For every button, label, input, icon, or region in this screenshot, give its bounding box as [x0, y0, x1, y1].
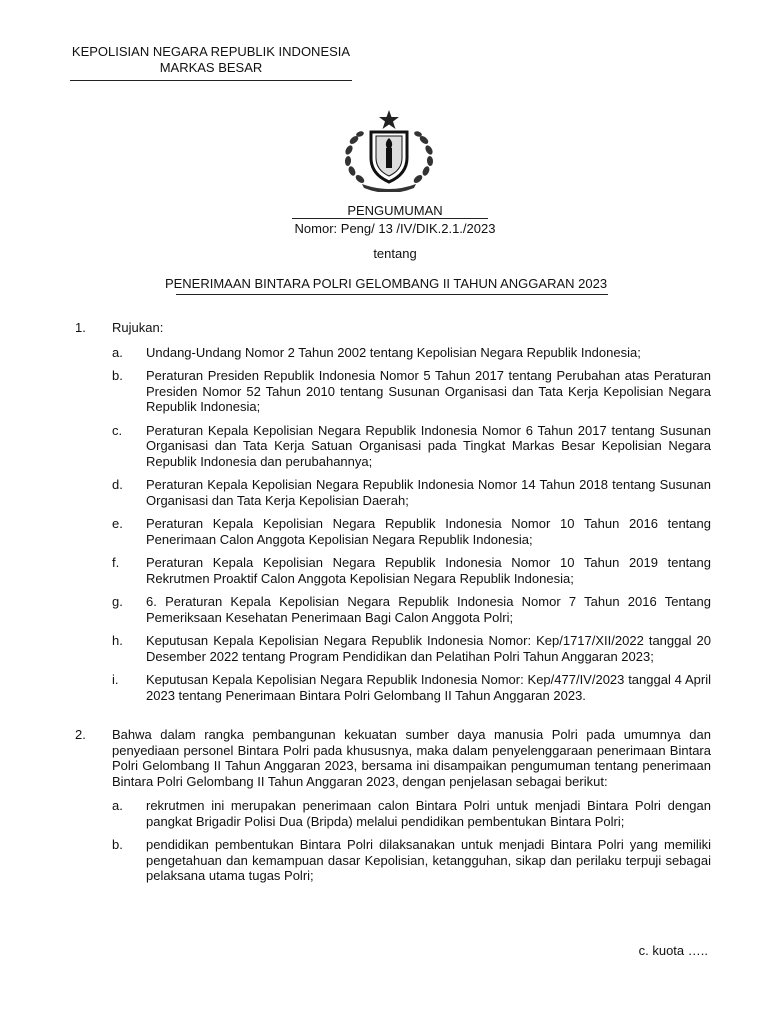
list-item [112, 368, 711, 415]
item-letter: g. [112, 594, 123, 609]
subject-title: PENERIMAAN BINTARA POLRI GELOMBANG II TAHUN ANGGARAN 2023 [164, 276, 608, 291]
document-body [75, 320, 711, 902]
item-text: Peraturan Presiden Republik Indonesia Nomor 5 Tahun 2017 tentang Perubahan atas Peraturan Presiden Nomor 52 Tahun 2010 tentang Susunan Organisasi dan Tata Kerja Kepolisian Negara Republik Indonesia; [146, 368, 711, 414]
subject-rule [176, 294, 608, 295]
item-text: Undang-Undang Nomor 2 Tahun 2002 tentang Kepolisian Negara Republik Indonesia; [146, 344, 641, 360]
letterhead [70, 44, 352, 76]
list-item [112, 672, 711, 703]
org-name: KEPOLISIAN NEGARA REPUBLIK INDONESIA [71, 44, 351, 59]
item-letter: b. [112, 368, 123, 383]
section-heading: Rujukan: [112, 320, 164, 335]
item-text: Keputusan Kepala Kepolisian Negara Republik Indonesia Nomor: Kep/477/IV/2023 tanggal 4 April 2023 tentang Penerimaan Bintara Polri Gelombang II Tahun Anggaran 2023. [146, 672, 711, 703]
section-1 [75, 320, 711, 711]
list-item [112, 477, 711, 508]
item-text: Peraturan Kepala Kepolisian Negara Republik Indonesia Nomor 14 Tahun 2018 tentang Susunan Organisasi dan Tata Kerja Kepolisian Daerah; [146, 477, 711, 508]
letterhead-rule [70, 80, 352, 81]
section-number: 1. [75, 320, 86, 335]
document-number: Nomor: Peng/ 13 /IV/DIK.2.1./2023 [294, 221, 496, 236]
item-letter: a. [112, 344, 123, 360]
item-letter: a. [112, 798, 123, 813]
item-text: Peraturan Kepala Kepolisian Negara Republik Indonesia Nomor 6 Tahun 2017 tentang Susunan Organisasi dan Tata Kerja Satuan Organisasi pada Tingkat Markas Besar Kepolisian Negara Republik Indonesia dan perubahannya; [146, 422, 711, 469]
title-underline [292, 218, 488, 219]
item-text: Keputusan Kepala Kepolisian Negara Republik Indonesia Nomor: Kep/1717/XII/2022 tanggal 20 Desember 2022 tentang Program Pendidikan dan Pelatihan Polri Tahun Anggaran 2023; [146, 633, 711, 664]
item-letter: e. [112, 516, 123, 531]
list-item [112, 594, 711, 625]
item-letter: f. [112, 555, 120, 570]
section-2 [75, 727, 711, 892]
announcement-title: PENGUMUMAN [347, 203, 443, 218]
list-item [112, 633, 711, 664]
item-text: pendidikan pembentukan Bintara Polri dilaksanakan untuk menjadi Bintara Polri yang memiliki pengetahuan dan kemampuan dasar Kepolisian, ketangguhan, sikap dan perilaku terpuji sebagai pelaksana utama tugas Polri; [146, 837, 711, 883]
list-item [112, 837, 711, 884]
item-text: Peraturan Kepala Kepolisian Negara Republik Indonesia Nomor 10 Tahun 2019 tentang Rekrutmen Proaktif Calon Anggota Kepolisian Negara Republik Indonesia; [146, 555, 711, 586]
item-letter: d. [112, 477, 123, 492]
item-text: 6. Peraturan Kepala Kepolisian Negara Republik Indonesia Nomor 7 Tahun 2016 Tentang Pemeriksaan Kesehatan Penerimaan Bagi Calon Anggota Polri; [146, 594, 711, 625]
list-item [112, 555, 711, 586]
list-item [112, 423, 711, 470]
list-item [112, 516, 711, 547]
tentang-label: tentang [373, 246, 417, 261]
item-text: Peraturan Kepala Kepolisian Negara Republik Indonesia Nomor 10 Tahun 2016 tentang Penerimaan Calon Anggota Kepolisian Negara Republik Indonesia; [146, 516, 711, 547]
section-number: 2. [75, 727, 86, 742]
item-letter: c. [112, 422, 123, 438]
list-item [112, 798, 711, 829]
item-letter: i. [112, 672, 119, 687]
item-letter: h. [112, 633, 123, 648]
section-heading: Bahwa dalam rangka pembangunan kekuatan sumber daya manusia Polri pada umumnya dan penyediaan personel Bintara Polri pada khususnya, maka dalam penyelenggaraan penerimaan Bintara Polri Gelombang II Tahun Anggaran 2023, bersama ini disampaikan pengumuman tentang penerimaan Bintara Polri Gelombang II Tahun Anggaran 2023, dengan penjelasan sebagai berikut: [112, 727, 711, 789]
continuation-note: c. kuota ….. [638, 943, 708, 958]
item-text: rekrutmen ini merupakan penerimaan calon Bintara Polri untuk menjadi Bintara Polri dengan pangkat Brigadir Polisi Dua (Bripda) melalui pendidikan pembentukan Bintara Polri; [146, 798, 711, 829]
polri-emblem-icon [338, 108, 440, 192]
item-letter: b. [112, 837, 123, 852]
org-unit: MARKAS BESAR [159, 60, 263, 75]
list-item [112, 345, 711, 361]
